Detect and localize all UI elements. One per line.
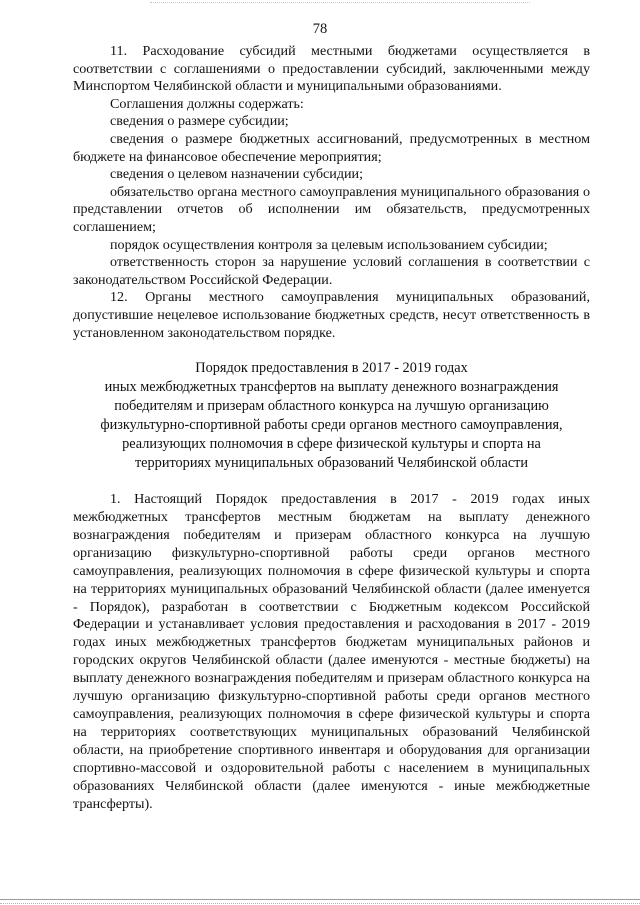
paragraph-budget-allocations: сведения о размере бюджетных ассигнований, предусмотренных в местном бюджете на финансовое обеспечение мероприятия; xyxy=(73,130,590,165)
paragraph-section-1: 1. Настоящий Порядок предоставления в 2017 - 2019 годах иных межбюджетных трансфертов местным бюджетам на выплату денежного вознаграждения победителям и призерам областного конкурса на лучшую организацию физкультурно-спортивной работы среди органов местного самоуправления, реализующих полномочия в сфере физической культуры и спорта на территориях муниципальных образований Челябинской области (далее именуется - Порядок), разработан в соответствии с Бюджетным кодексом Российской Федерации и устанавливает условия предоставления и расходования в 2017 - 2019 годах иных межбюджетных трансфертов бюджетам муниципальных районов и городских округов Челябинской области (далее именуются - местные бюджеты) на выплату денежного вознаграждения победителям и призерам областного конкурса на лучшую организацию физкультурно-спортивной работы среди органов местного самоуправления, реализующих полномочия в сфере физической культуры и спорта на территориях соответствующих муниципальных образований Челябинской области, на приобретение спортивного инвентаря и оборудования для организации спортивно-массовой и оздоровительной работы с населением в муниципальных образованиях Челябинской области (далее именуются - иные межбюджетные трансферты). xyxy=(73,491,590,812)
document-body xyxy=(73,43,590,813)
heading-line: территориях муниципальных образований Челябинской области xyxy=(134,455,529,472)
heading-line: победителям и призерам областного конкурса на лучшую организацию xyxy=(114,398,549,415)
paragraph-item-11: 11. Расходование субсидий местными бюджетами осуществляется в соответствии с соглашениями о предоставлении субсидий, заключенными между Минспортом Челябинской области и муниципальными образованиями. xyxy=(73,43,590,95)
paragraph-liability: ответственность сторон за нарушение условий соглашения в соответствии с законодательством Российской Федерации. xyxy=(73,254,590,288)
heading-line: иных межбюджетных трансфертов на выплату денежного вознаграждения xyxy=(104,379,559,396)
scan-edge-top xyxy=(150,2,530,4)
paragraph-subsidy-size: сведения о размере субсидии; xyxy=(110,113,289,130)
section-heading xyxy=(73,359,590,473)
paragraph-reporting-obligation: обязательство органа местного самоуправления муниципального образования о представлении отчетов об исполнении им обязательств, предусмотренных соглашением; xyxy=(73,183,590,235)
scan-edge-bottom xyxy=(0,899,640,904)
page-number: 78 xyxy=(312,21,328,37)
paragraph-agreements-intro: Соглашения должны содержать: xyxy=(110,95,304,112)
paragraph-item-12: 12. Органы местного самоуправления муниципальных образований, допустившие нецелевое использование бюджетных средств, несут ответственность в установленном законодательством порядке. xyxy=(73,289,590,341)
paragraph-subsidy-purpose: сведения о целевом назначении субсидии; xyxy=(110,166,364,183)
heading-line: Порядок предоставления в 2017 - 2019 годах xyxy=(195,360,468,377)
heading-line: физкультурно-спортивной работы среди органов местного самоуправления, xyxy=(100,417,563,434)
heading-line: реализующих полномочия в сфере физической культуры и спорта на xyxy=(122,436,541,453)
paragraph-control-procedure: порядок осуществления контроля за целевым использованием субсидии; xyxy=(110,236,548,253)
